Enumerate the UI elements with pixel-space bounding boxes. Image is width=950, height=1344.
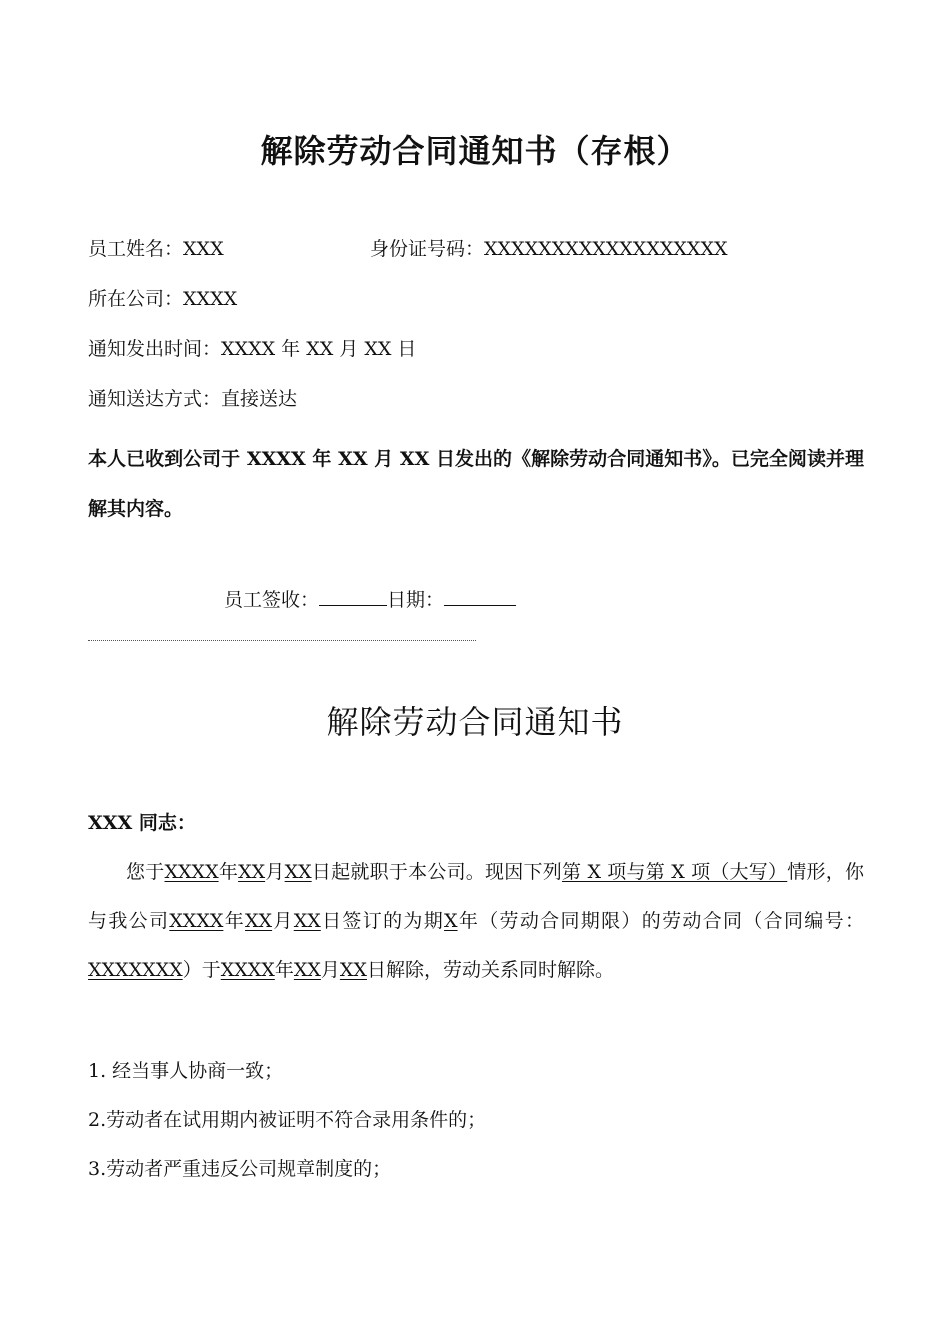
sign-year-blank: XXXX [169, 910, 224, 932]
issue-time-label: 通知发出时间： [88, 338, 222, 360]
end-day-blank: XX [339, 959, 367, 981]
notice-body-paragraph [88, 848, 864, 995]
date-blank[interactable] [444, 585, 516, 606]
text-segment: ）于 [182, 959, 221, 981]
id-number-row [370, 234, 728, 264]
issue-time-value: XXXX 年 XX 月 XX 日 [221, 338, 417, 360]
employee-name-label: 员工姓名： [88, 238, 184, 260]
text-segment: 日解除，劳动关系同时解除。 [366, 959, 614, 981]
list-item: 2.劳动者在试用期内被证明不符合录用条件的； [88, 1109, 487, 1131]
company-label: 所在公司： [88, 288, 184, 310]
company-row [88, 284, 237, 314]
list-item: 1. 经当事人协商一致； [88, 1060, 284, 1082]
delivery-method-label: 通知送达方式： [88, 388, 222, 410]
contract-number-blank: XXXXXXX [88, 959, 183, 981]
delivery-method-row [88, 384, 297, 414]
signature-row [224, 585, 516, 615]
start-month-blank: XX [238, 861, 266, 883]
signature-blank[interactable] [319, 585, 387, 606]
delivery-method-value: 直接送达 [221, 388, 298, 410]
end-month-blank: XX [293, 959, 321, 981]
issue-time-row [88, 334, 416, 364]
contract-term-blank: X [444, 910, 458, 932]
sign-day-blank: XX [293, 910, 321, 932]
cut-line-divider [88, 640, 476, 641]
text-segment: 年 [218, 861, 239, 883]
employee-name-row [88, 234, 224, 264]
text-segment: 日签订的为期 [320, 910, 445, 932]
text-segment: 月 [265, 861, 285, 883]
text-segment: 月 [272, 910, 294, 932]
clause-items-blank: 第 X 项与第 X 项（大写） [561, 861, 788, 883]
text-segment: 情形，你与我公司 [88, 861, 864, 932]
date-label: 日期： [387, 589, 445, 611]
receipt-statement: 本人已收到公司于 XXXX 年 XX 月 XX 日发出的《解除劳动合同通知书》。已完全阅读并理解其内容。 [88, 448, 864, 520]
stub-title: 解除劳动合同通知书（存根） [260, 132, 690, 170]
employee-name-value: XXX [183, 238, 224, 260]
start-day-blank: XX [284, 861, 312, 883]
text-segment: 年 [274, 959, 294, 981]
notice-title: 解除劳动合同通知书 [326, 703, 624, 741]
id-number-label: 身份证号码： [370, 238, 485, 260]
id-number-value: XXXXXXXXXXXXXXXXXX [484, 238, 728, 260]
text-segment: 日起就职于本公司。现因下列 [311, 861, 562, 883]
text-segment: 月 [320, 959, 340, 981]
text-segment: 年（劳动合同期限）的劳动合同（合同编号： [457, 910, 864, 932]
start-year-blank: XXXX [164, 861, 219, 883]
sign-label: 员工签收： [224, 589, 320, 611]
sign-month-blank: XX [245, 910, 273, 932]
text-segment: 年 [223, 910, 246, 932]
end-year-blank: XXXX [220, 959, 275, 981]
text-segment: 您于 [126, 861, 165, 883]
company-value: XXXX [183, 288, 238, 310]
salutation: XXX 同志： [88, 812, 196, 834]
list-item: 3.劳动者严重违反公司规章制度的； [88, 1158, 392, 1180]
